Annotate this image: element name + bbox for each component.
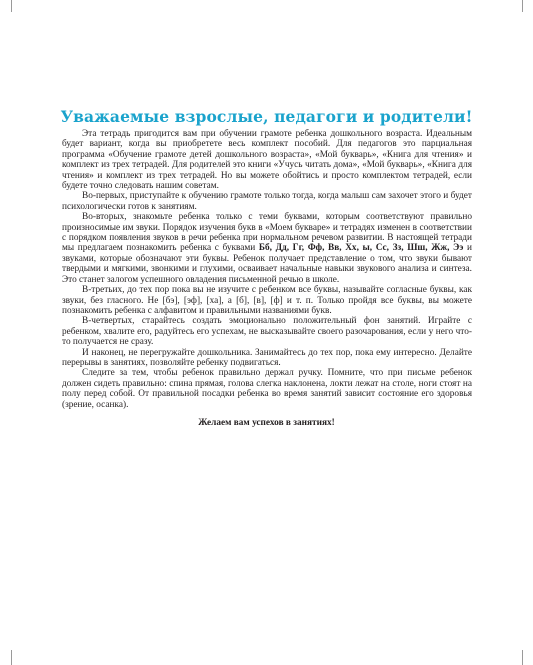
bold-letters: Бб, Дд, Гг, Фф, Вв, Хх, ы, Сс, Зз, Шш, Жж, Ээ bbox=[258, 243, 464, 254]
paragraph-text: Во-вторых, знакомьте ребенка только с теми буквами, которым соответствуют правильно произносимые им звуки. Порядок изучения букв в «Моем букваре» и тетрадях изменен в соответствии с порядком появления звуков в речи ребенка при нормальном речевом развитии. В настоящей тетради мы предлагаем познакомить ребенка с буквами bbox=[62, 212, 472, 254]
body-text bbox=[62, 129, 472, 410]
crop-mark-bottom-right bbox=[522, 650, 523, 665]
paragraph-text: Во-первых, приступайте к обучению грамоте только тогда, когда малыш сам захочет этого и будет психологически готов к занятиям. bbox=[62, 191, 472, 212]
page-title: Уважаемые взрослые, педагоги и родители! bbox=[60, 107, 473, 126]
paragraph-text: В-третьих, до тех пор пока вы не изучите с ребенком все буквы, называйте согласные буквы, как звуки, без гласного. Не [бэ], [эф], [ха], а [б], [в], [ф] и т. п. Только пройдя все буквы, вы можете познакомить ребенка с алфавитом и правильными названиями букв. bbox=[62, 285, 472, 316]
closing-wish: Желаем вам успехов в занятиях! bbox=[198, 418, 335, 428]
paragraph bbox=[62, 316, 472, 347]
paragraph bbox=[62, 285, 472, 316]
paragraph-text: И наконец, не перегружайте дошкольника. Занимайтесь до тех пор, пока ему интересно. Делайте перерывы в занятиях, позволяйте ребенку подвигаться. bbox=[62, 347, 472, 368]
paragraph bbox=[62, 348, 472, 369]
paragraph-text: В-четвертых, старайтесь создать эмоционально положительный фон занятий. Играйте с ребенком, хвалите его, радуйтесь его успехам, не высказывайте своего разочарования, если у него что-то получается не сразу. bbox=[62, 316, 472, 348]
crop-mark-top-left bbox=[11, 0, 12, 12]
paragraph bbox=[62, 191, 472, 212]
paragraph bbox=[62, 368, 472, 410]
paragraph bbox=[62, 212, 472, 285]
paragraph-text: Эта тетрадь пригодится вам при обучении грамоте ребенка дошкольного возраста. Идеальным будет вариант, когда вы приобретете весь комплект пособий. Для педагогов это парциальная программа «Обучение грамоте детей дошкольного возраста», «Мой букварь», «Книга для чтения» и комплект из трех тетрадей. Для родителей это книги «Учусь читать дома», «Мой букварь», «Книга для чтения» и комплект из трех тетрадей. Но вы можете обойтись и просто комплектом тетрадей, если будете точно следовать нашим советам. bbox=[62, 129, 472, 192]
paragraph bbox=[62, 129, 472, 191]
crop-mark-bottom-left bbox=[11, 650, 12, 665]
paragraph-text: и звуками, которые обозначают эти буквы. Ребенок получает представление о том, что звуки бывают твердыми и мягкими, звонкими и глухими, осваивает начальные навыки звукового анализа и синтеза. Это станет залогом успешного овладения письменной речью в школе. bbox=[62, 243, 472, 285]
crop-mark-top-right bbox=[522, 0, 523, 12]
paragraph-text: Следите за тем, чтобы ребенок правильно держал ручку. Помните, что при письме ребенок должен сидеть правильно: спина прямая, голова слегка наклонена, локти лежат на столе, ноги стоят на полу перед собой. От правильной посадки ребенка во время занятий зависит состояние его здоровья (зрение, осанка). bbox=[62, 368, 472, 410]
